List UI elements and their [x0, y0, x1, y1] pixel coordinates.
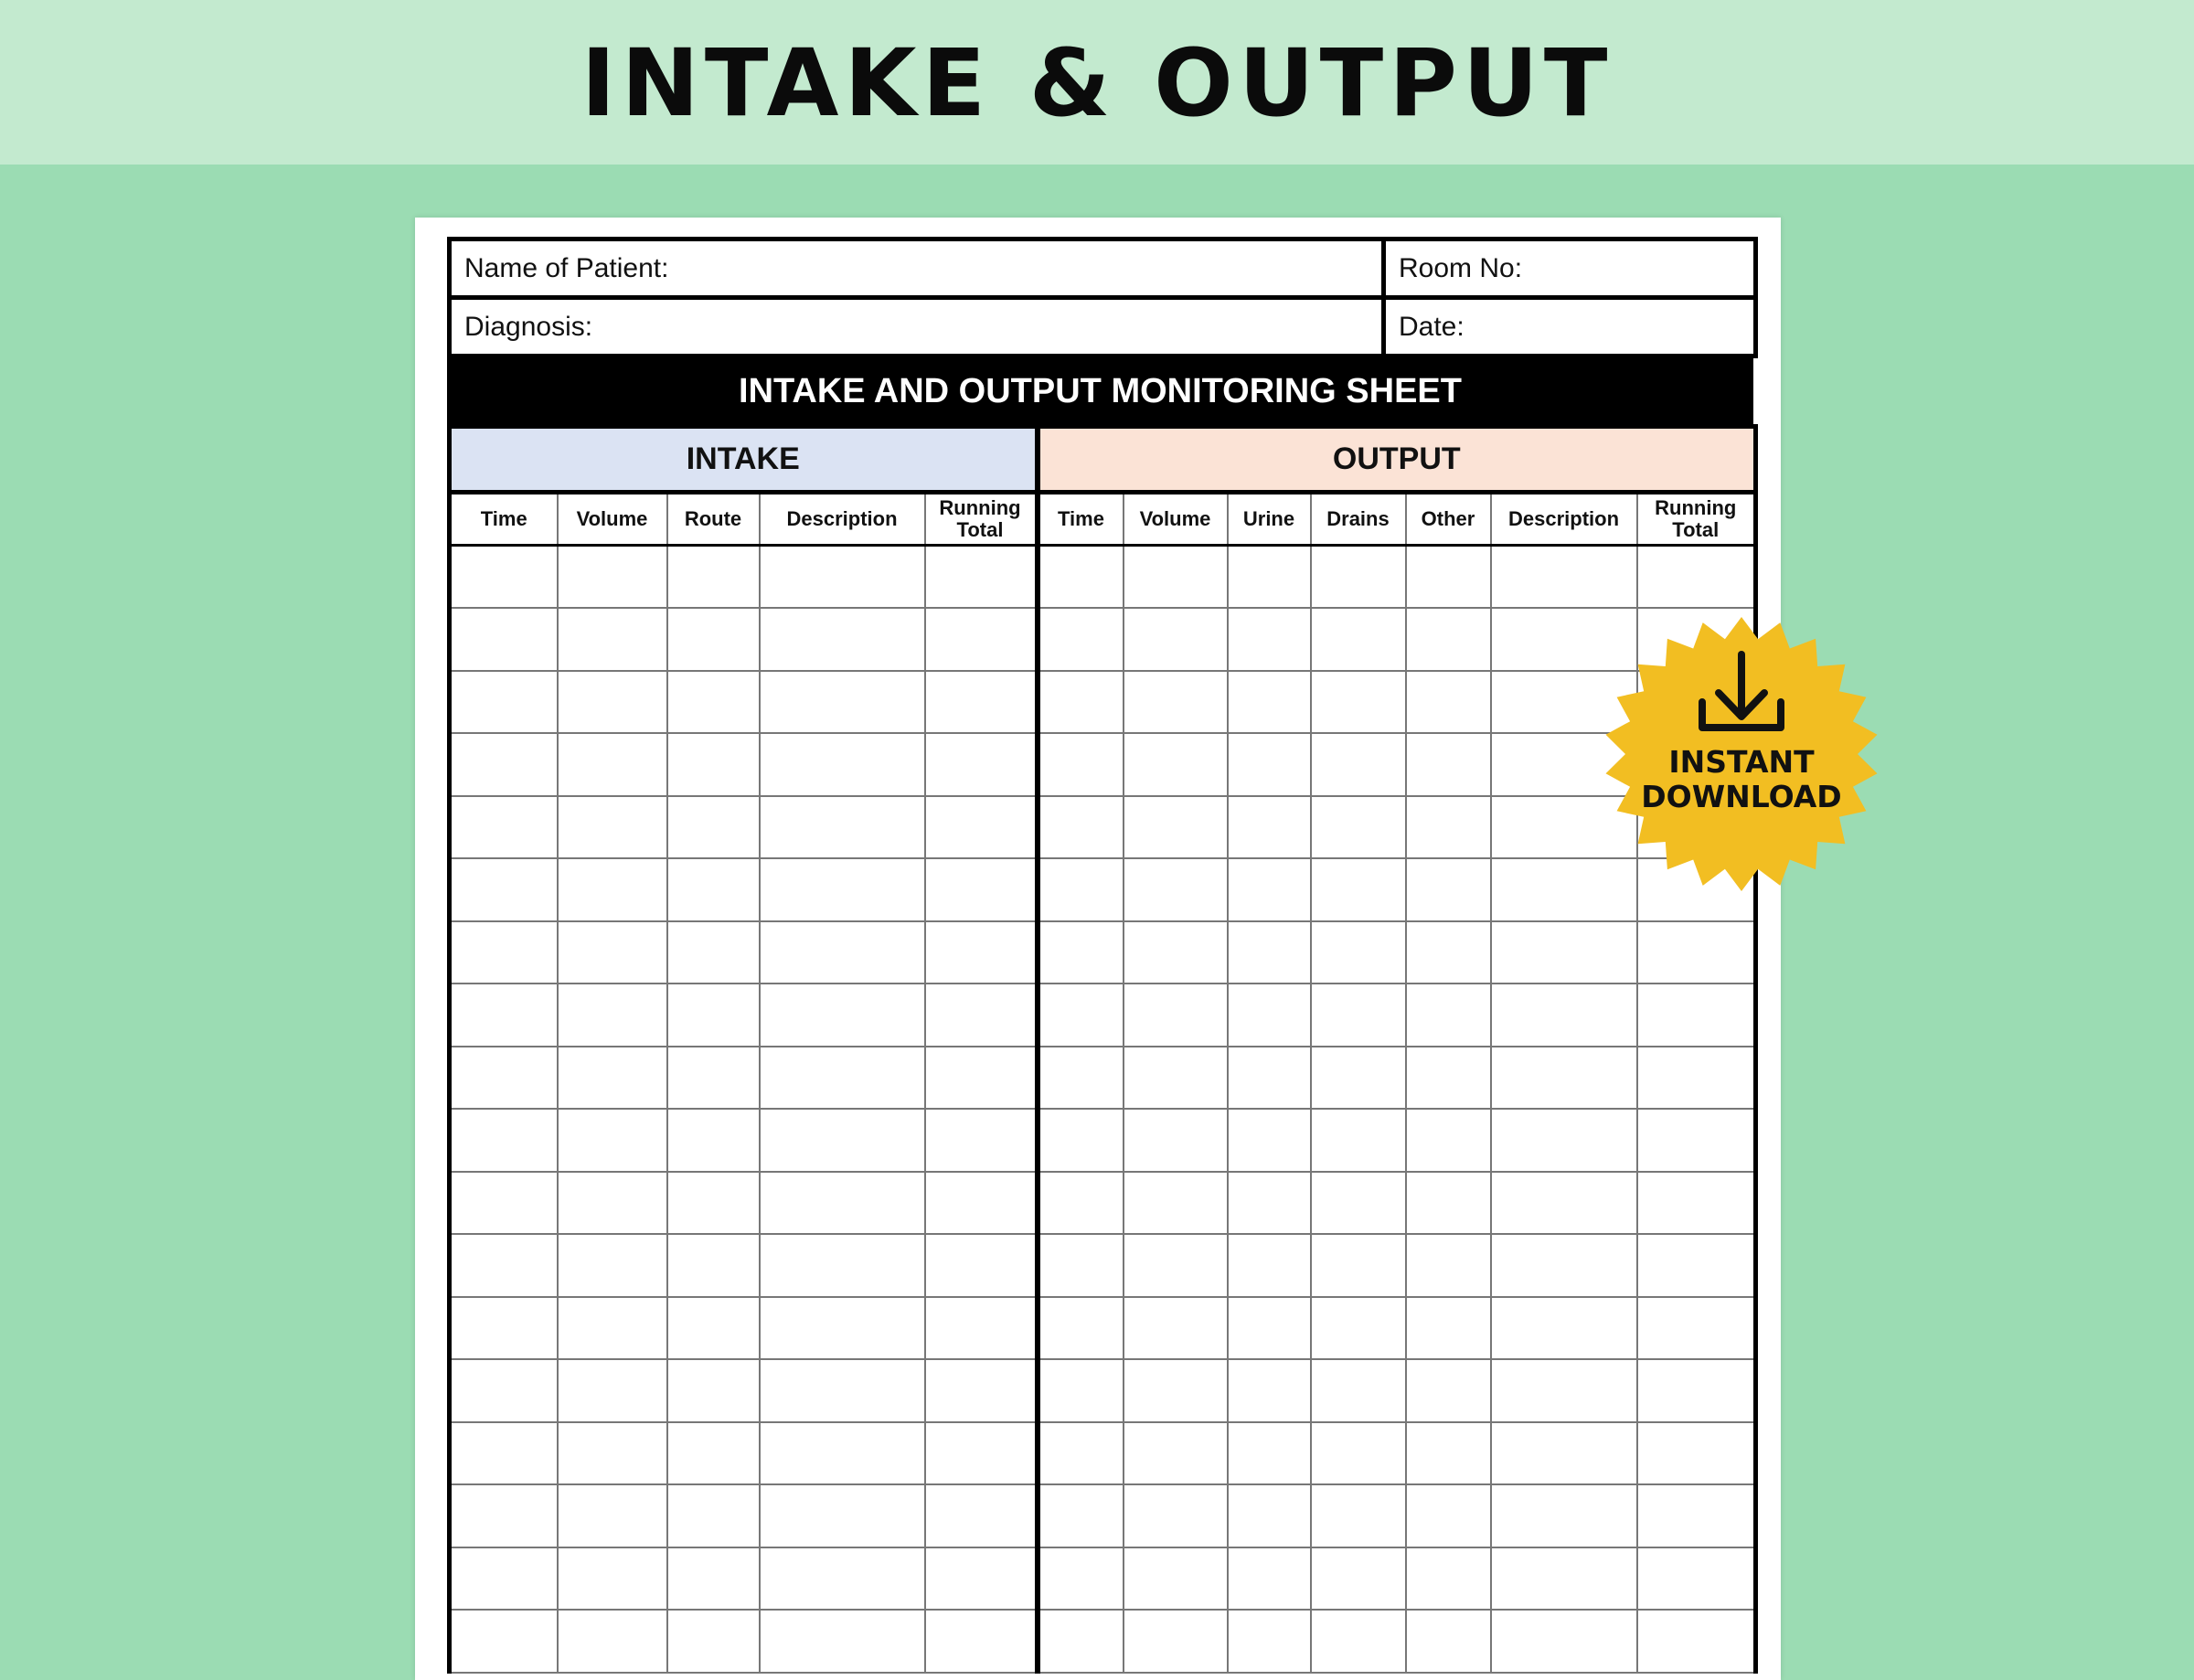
table-cell[interactable]	[450, 1484, 558, 1547]
table-cell[interactable]	[760, 1297, 925, 1360]
table-cell[interactable]	[1637, 1610, 1756, 1673]
output-col-running-total: Running Total	[1637, 493, 1756, 546]
table-cell[interactable]	[1038, 1234, 1124, 1297]
table-cell[interactable]	[450, 984, 558, 1047]
output-col-description: Description	[1491, 493, 1637, 546]
table-cell[interactable]	[1406, 984, 1491, 1047]
table-cell[interactable]	[1637, 921, 1756, 984]
table-cell[interactable]	[1228, 921, 1311, 984]
badge-text	[1602, 745, 1881, 814]
table-cell[interactable]	[667, 1047, 760, 1110]
table-cell[interactable]	[667, 984, 760, 1047]
badge-line-1: INSTANT	[1668, 744, 1815, 780]
table-row	[450, 1484, 1756, 1547]
table-cell[interactable]	[1228, 984, 1311, 1047]
table-cell[interactable]	[450, 921, 558, 984]
table-cell[interactable]	[760, 1610, 925, 1673]
table-cell[interactable]	[1038, 796, 1124, 859]
table-cell[interactable]	[1311, 546, 1406, 609]
table-row	[450, 1172, 1756, 1235]
table-cell[interactable]	[450, 1109, 558, 1172]
table-cell[interactable]	[667, 733, 760, 796]
table-cell[interactable]	[1637, 1297, 1756, 1360]
table-cell[interactable]	[760, 546, 925, 609]
table-cell[interactable]	[1637, 1422, 1756, 1485]
table-row	[450, 921, 1756, 984]
table-cell[interactable]	[1124, 1109, 1228, 1172]
table-cell[interactable]	[558, 608, 667, 671]
table-cell[interactable]	[1038, 671, 1124, 734]
table-cell[interactable]	[1491, 1297, 1637, 1360]
intake-col-time: Time	[450, 493, 558, 546]
table-cell[interactable]	[1124, 1047, 1228, 1110]
table-cell[interactable]	[1124, 546, 1228, 609]
table-cell[interactable]	[760, 1172, 925, 1235]
table-cell[interactable]	[1228, 1610, 1311, 1673]
table-cell[interactable]	[1124, 921, 1228, 984]
table-cell[interactable]	[1038, 546, 1124, 609]
table-cell[interactable]	[1406, 1484, 1491, 1547]
table-cell[interactable]	[1491, 1359, 1637, 1422]
table-cell[interactable]	[1038, 1172, 1124, 1235]
table-cell[interactable]	[558, 1359, 667, 1422]
table-cell[interactable]	[925, 1172, 1038, 1235]
table-cell[interactable]	[1038, 1359, 1124, 1422]
table-cell[interactable]	[1311, 1547, 1406, 1611]
table-cell[interactable]	[667, 546, 760, 609]
table-cell[interactable]	[1637, 1109, 1756, 1172]
patient-name-field: Name of Patient:	[450, 239, 1384, 298]
table-cell[interactable]	[558, 921, 667, 984]
table-cell[interactable]	[1311, 984, 1406, 1047]
table-cell[interactable]	[925, 921, 1038, 984]
intake-col-description: Description	[760, 493, 925, 546]
diagnosis-field: Diagnosis:	[450, 298, 1384, 356]
room-number-field: Room No:	[1384, 239, 1756, 298]
section-header-row	[450, 427, 1756, 493]
table-cell[interactable]	[925, 1297, 1038, 1360]
table-cell[interactable]	[1228, 546, 1311, 609]
table-cell[interactable]	[667, 608, 760, 671]
table-cell[interactable]	[558, 1547, 667, 1611]
table-cell[interactable]	[1406, 608, 1491, 671]
table-cell[interactable]	[1637, 1547, 1756, 1611]
table-cell[interactable]	[1406, 1422, 1491, 1485]
table-cell[interactable]	[925, 608, 1038, 671]
table-cell[interactable]	[558, 1172, 667, 1235]
table-cell[interactable]	[667, 1172, 760, 1235]
table-cell[interactable]	[558, 1109, 667, 1172]
table-cell[interactable]	[558, 1047, 667, 1110]
table-cell[interactable]	[1406, 1610, 1491, 1673]
table-cell[interactable]	[1038, 1610, 1124, 1673]
table-cell[interactable]	[1038, 984, 1124, 1047]
table-cell[interactable]	[558, 1484, 667, 1547]
table-cell[interactable]	[760, 733, 925, 796]
table-cell[interactable]	[1038, 1297, 1124, 1360]
table-cell[interactable]	[1228, 1359, 1311, 1422]
table-cell[interactable]	[1038, 733, 1124, 796]
table-row	[450, 546, 1756, 609]
table-row	[450, 1610, 1756, 1673]
table-cell[interactable]	[1124, 1422, 1228, 1485]
table-cell[interactable]	[450, 733, 558, 796]
table-cell[interactable]	[450, 608, 558, 671]
table-cell[interactable]	[1124, 671, 1228, 734]
badge-line-2: DOWNLOAD	[1641, 779, 1842, 814]
table-cell[interactable]	[667, 1234, 760, 1297]
table-cell[interactable]	[558, 1422, 667, 1485]
table-cell[interactable]	[667, 921, 760, 984]
table-cell[interactable]	[1124, 1484, 1228, 1547]
table-cell[interactable]	[450, 1610, 558, 1673]
table-cell[interactable]	[760, 671, 925, 734]
table-cell[interactable]	[1406, 796, 1491, 859]
intake-col-volume: Volume	[558, 493, 667, 546]
table-row	[450, 608, 1756, 671]
table-cell[interactable]	[925, 733, 1038, 796]
table-cell[interactable]	[1038, 608, 1124, 671]
intake-section-header: INTAKE	[450, 427, 1038, 493]
table-cell[interactable]	[1637, 1359, 1756, 1422]
table-cell[interactable]	[1406, 858, 1491, 921]
table-cell[interactable]	[450, 1422, 558, 1485]
table-cell[interactable]	[1406, 1109, 1491, 1172]
table-cell[interactable]	[925, 1610, 1038, 1673]
table-cell[interactable]	[558, 858, 667, 921]
table-cell[interactable]	[558, 1234, 667, 1297]
table-cell[interactable]	[1228, 1297, 1311, 1360]
table-cell[interactable]	[667, 1547, 760, 1611]
table-cell[interactable]	[1228, 608, 1311, 671]
table-cell[interactable]	[667, 671, 760, 734]
table-cell[interactable]	[1311, 1047, 1406, 1110]
table-row	[450, 796, 1756, 859]
table-cell[interactable]	[1406, 1297, 1491, 1360]
table-cell[interactable]	[1124, 1610, 1228, 1673]
table-cell[interactable]	[1038, 1484, 1124, 1547]
table-cell[interactable]	[1228, 1484, 1311, 1547]
table-cell[interactable]	[1124, 733, 1228, 796]
table-cell[interactable]	[450, 1172, 558, 1235]
table-cell[interactable]	[450, 1547, 558, 1611]
table-cell[interactable]	[1491, 1047, 1637, 1110]
table-row	[450, 1234, 1756, 1297]
table-cell[interactable]	[1124, 1234, 1228, 1297]
table-cell[interactable]	[1038, 921, 1124, 984]
table-cell[interactable]	[1491, 1422, 1637, 1485]
table-row	[450, 1359, 1756, 1422]
table-cell[interactable]	[1491, 921, 1637, 984]
column-header-row	[450, 493, 1756, 546]
table-cell[interactable]	[1228, 1172, 1311, 1235]
table-cell[interactable]	[760, 796, 925, 859]
table-cell[interactable]	[450, 671, 558, 734]
table-cell[interactable]	[1228, 1547, 1311, 1611]
table-cell[interactable]	[1124, 858, 1228, 921]
table-cell[interactable]	[1038, 858, 1124, 921]
table-cell[interactable]	[1124, 796, 1228, 859]
table-cell[interactable]	[1491, 1234, 1637, 1297]
table-cell[interactable]	[760, 1359, 925, 1422]
table-cell[interactable]	[558, 671, 667, 734]
table-cell[interactable]	[1124, 1359, 1228, 1422]
table-cell[interactable]	[1491, 984, 1637, 1047]
table-row	[450, 1547, 1756, 1611]
patient-row	[450, 239, 1756, 298]
table-cell[interactable]	[450, 1234, 558, 1297]
table-cell[interactable]	[1038, 1547, 1124, 1611]
table-cell[interactable]	[760, 1109, 925, 1172]
table-cell[interactable]	[1124, 984, 1228, 1047]
table-cell[interactable]	[1637, 1484, 1756, 1547]
date-field: Date:	[1384, 298, 1756, 356]
table-cell[interactable]	[1228, 671, 1311, 734]
intake-output-grid	[447, 424, 1758, 1674]
table-cell[interactable]	[1491, 1547, 1637, 1611]
table-cell[interactable]	[558, 546, 667, 609]
table-cell[interactable]	[760, 1422, 925, 1485]
instant-download-badge	[1602, 614, 1881, 894]
table-cell[interactable]	[450, 1359, 558, 1422]
table-cell[interactable]	[1637, 1234, 1756, 1297]
table-cell[interactable]	[667, 858, 760, 921]
table-cell[interactable]	[1637, 984, 1756, 1047]
table-cell[interactable]	[1038, 1422, 1124, 1485]
table-row	[450, 1422, 1756, 1485]
table-cell[interactable]	[1311, 1422, 1406, 1485]
table-cell[interactable]	[1311, 796, 1406, 859]
table-cell[interactable]	[1228, 1234, 1311, 1297]
table-row	[450, 733, 1756, 796]
table-cell[interactable]	[1637, 1047, 1756, 1110]
table-cell[interactable]	[1406, 546, 1491, 609]
table-cell[interactable]	[1406, 671, 1491, 734]
table-cell[interactable]	[667, 1109, 760, 1172]
table-cell[interactable]	[1491, 1109, 1637, 1172]
table-cell[interactable]	[1038, 1109, 1124, 1172]
table-cell[interactable]	[1124, 1172, 1228, 1235]
grid-body	[450, 546, 1756, 1673]
table-cell[interactable]	[1228, 733, 1311, 796]
table-cell[interactable]	[1311, 1359, 1406, 1422]
table-cell[interactable]	[558, 1610, 667, 1673]
table-row	[450, 984, 1756, 1047]
patient-info-table	[447, 237, 1758, 358]
table-cell[interactable]	[925, 1359, 1038, 1422]
table-cell[interactable]	[1311, 1234, 1406, 1297]
table-cell[interactable]	[1228, 1422, 1311, 1485]
output-col-other: Other	[1406, 493, 1491, 546]
table-cell[interactable]	[925, 984, 1038, 1047]
table-cell[interactable]	[1311, 921, 1406, 984]
table-cell[interactable]	[1228, 796, 1311, 859]
table-cell[interactable]	[450, 1297, 558, 1360]
table-cell[interactable]	[1406, 1547, 1491, 1611]
table-cell[interactable]	[1406, 1234, 1491, 1297]
table-cell[interactable]	[760, 608, 925, 671]
table-cell[interactable]	[1311, 1610, 1406, 1673]
table-cell[interactable]	[1406, 1359, 1491, 1422]
table-cell[interactable]	[1228, 1047, 1311, 1110]
table-cell[interactable]	[558, 984, 667, 1047]
table-cell[interactable]	[925, 1234, 1038, 1297]
table-cell[interactable]	[450, 546, 558, 609]
table-row	[450, 671, 1756, 734]
table-cell[interactable]	[925, 1422, 1038, 1485]
table-cell[interactable]	[1311, 608, 1406, 671]
table-cell[interactable]	[1491, 1484, 1637, 1547]
output-col-time: Time	[1038, 493, 1124, 546]
table-cell[interactable]	[1491, 546, 1637, 609]
table-cell[interactable]	[450, 1047, 558, 1110]
table-cell[interactable]	[1406, 921, 1491, 984]
table-cell[interactable]	[667, 1422, 760, 1485]
output-section-header: OUTPUT	[1038, 427, 1756, 493]
table-cell[interactable]	[667, 1297, 760, 1360]
intake-col-route: Route	[667, 493, 760, 546]
output-col-urine: Urine	[1228, 493, 1311, 546]
table-cell[interactable]	[925, 796, 1038, 859]
table-cell[interactable]	[1406, 1172, 1491, 1235]
table-cell[interactable]	[925, 1109, 1038, 1172]
table-cell[interactable]	[1311, 1109, 1406, 1172]
table-cell[interactable]	[450, 858, 558, 921]
table-cell[interactable]	[1038, 1047, 1124, 1110]
table-cell[interactable]	[925, 546, 1038, 609]
table-cell[interactable]	[925, 671, 1038, 734]
table-cell[interactable]	[450, 796, 558, 859]
table-row	[450, 858, 1756, 921]
table-cell[interactable]	[925, 1047, 1038, 1110]
table-row	[450, 1297, 1756, 1360]
table-cell[interactable]	[1311, 1297, 1406, 1360]
table-cell[interactable]	[760, 858, 925, 921]
table-cell[interactable]	[1124, 1297, 1228, 1360]
table-cell[interactable]	[760, 984, 925, 1047]
table-cell[interactable]	[667, 1359, 760, 1422]
monitoring-sheet	[447, 237, 1753, 1674]
table-cell[interactable]	[1228, 858, 1311, 921]
top-banner	[0, 0, 2194, 165]
table-cell[interactable]	[1311, 671, 1406, 734]
table-cell[interactable]	[760, 1547, 925, 1611]
table-cell[interactable]	[558, 796, 667, 859]
table-cell[interactable]	[760, 1484, 925, 1547]
table-cell[interactable]	[925, 858, 1038, 921]
output-col-volume: Volume	[1124, 493, 1228, 546]
table-cell[interactable]	[1637, 1172, 1756, 1235]
table-row	[450, 1109, 1756, 1172]
table-cell[interactable]	[1406, 1047, 1491, 1110]
table-cell[interactable]	[558, 1297, 667, 1360]
table-cell[interactable]	[1406, 733, 1491, 796]
table-cell[interactable]	[1311, 1484, 1406, 1547]
table-cell[interactable]	[1228, 1109, 1311, 1172]
intake-col-running-total: Running Total	[925, 493, 1038, 546]
table-cell[interactable]	[1311, 858, 1406, 921]
table-cell[interactable]	[1311, 1172, 1406, 1235]
output-col-drains: Drains	[1311, 493, 1406, 546]
page-title: INTAKE & OUTPUT	[580, 29, 1614, 138]
table-cell[interactable]	[760, 921, 925, 984]
table-cell[interactable]	[667, 1484, 760, 1547]
table-cell[interactable]	[925, 1547, 1038, 1611]
table-cell[interactable]	[1491, 1610, 1637, 1673]
table-cell[interactable]	[667, 796, 760, 859]
table-cell[interactable]	[1124, 1547, 1228, 1611]
diagnosis-row	[450, 298, 1756, 356]
table-cell[interactable]	[760, 1234, 925, 1297]
sheet-title: INTAKE AND OUTPUT MONITORING SHEET	[447, 358, 1753, 424]
table-cell[interactable]	[558, 733, 667, 796]
table-cell[interactable]	[1124, 608, 1228, 671]
table-cell[interactable]	[1491, 1172, 1637, 1235]
table-cell[interactable]	[925, 1484, 1038, 1547]
table-cell[interactable]	[1637, 546, 1756, 609]
table-cell[interactable]	[760, 1047, 925, 1110]
table-row	[450, 1047, 1756, 1110]
table-cell[interactable]	[1311, 733, 1406, 796]
table-cell[interactable]	[667, 1610, 760, 1673]
